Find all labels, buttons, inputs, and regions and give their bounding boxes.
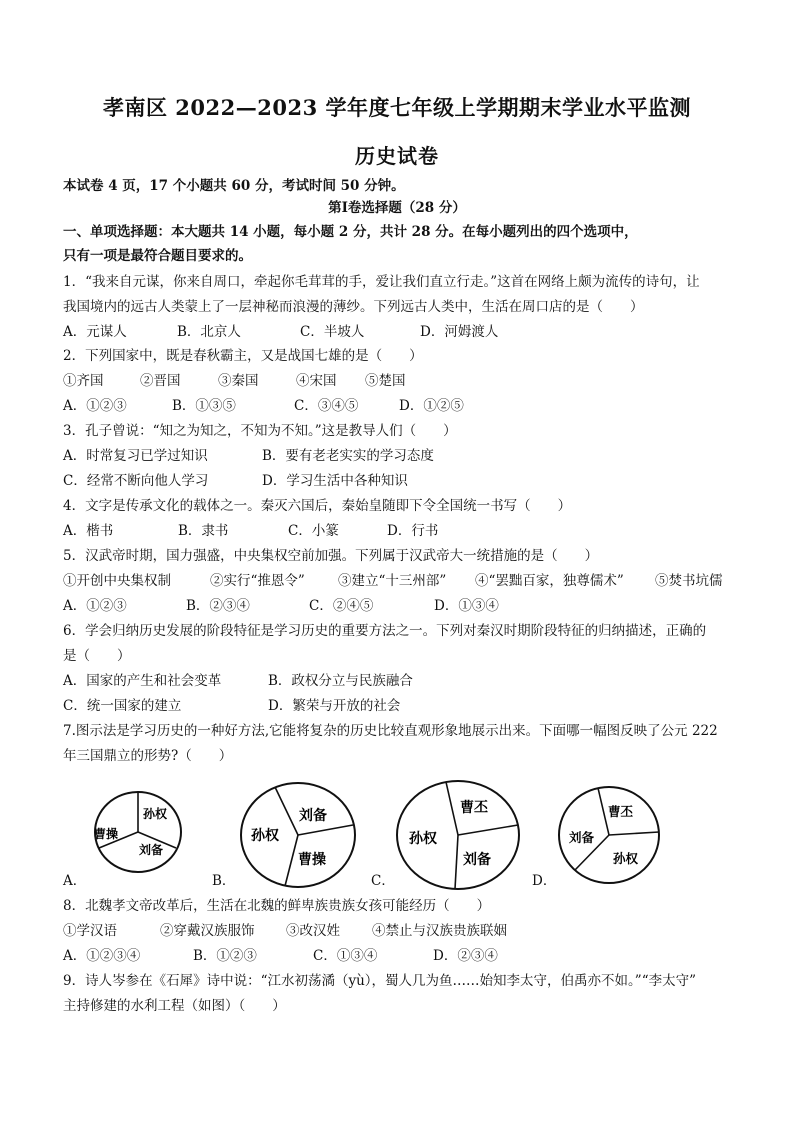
q8-option-c[interactable]: C．①③④: [313, 948, 378, 964]
q7-option-b[interactable]: B．: [212, 873, 236, 889]
q1-stem-1: 1．“我来自元谋，你来自周口，牵起你毛茸茸的手，爱让我们直立行走。”这首在网络上颇为流传的诗句，让: [63, 274, 700, 290]
pie-c-label: 刘备: [463, 852, 491, 868]
q5-item: ③建立“十三州部”: [338, 573, 447, 589]
q3-stem: 3．孔子曾说：“知之为知之，不知为不知。”这是教导人们（ ）: [63, 423, 457, 439]
q8-item: ①学汉语: [63, 923, 117, 939]
pie-diagram-b[interactable]: [241, 783, 355, 887]
q8-stem: 8．北魏孝文帝改革后，生活在北魏的鲜卑族贵族女孩可能经历（ ）: [63, 898, 491, 914]
pie-d-label: 孙权: [613, 851, 639, 866]
q4-stem: 4．文字是传承文化的载体之一。秦灭六国后，秦始皇随即下令全国统一书写（ ）: [63, 498, 572, 514]
q5-option-d[interactable]: D．①③④: [434, 598, 499, 614]
q1-option-d[interactable]: D．河姆渡人: [420, 324, 499, 340]
q8-item: ④禁止与汉族贵族联姻: [372, 923, 507, 939]
q1-option-b[interactable]: B．北京人: [177, 324, 241, 340]
q9-stem-2: 主持修建的水利工程（如图）（ ）: [63, 998, 286, 1014]
pie-a-label: 孙权: [143, 807, 168, 821]
q6-option-b[interactable]: B．政权分立与民族融合: [268, 673, 413, 689]
q5-option-b[interactable]: B．②③④: [186, 598, 250, 614]
pie-a-label: 刘备: [139, 843, 164, 857]
q1-option-c[interactable]: C．半坡人: [300, 324, 365, 340]
q7-option-c[interactable]: C．: [371, 873, 395, 889]
q2-item: ③秦国: [218, 373, 259, 389]
pie-d-label: 曹丕: [608, 804, 634, 819]
q1-stem-2: 我国境内的远古人类蒙上了一层神秘而浪漫的薄纱。下列远古人类中，生活在周口店的是（ ）: [63, 299, 644, 315]
q2-option-c[interactable]: C．③④⑤: [294, 398, 359, 414]
q7-option-a[interactable]: A．: [63, 873, 87, 889]
q6-stem-1: 6．学会归纳历史发展的阶段特征是学习历史的重要方法之一。下列对秦汉时期阶段特征的归纳描述，正确的: [63, 623, 707, 639]
q7-diagrams: [63, 780, 743, 890]
q4-option-c[interactable]: C．小篆: [288, 523, 339, 539]
q5-option-a[interactable]: A．①②③: [63, 598, 127, 614]
q2-option-a[interactable]: A．①②③: [63, 398, 127, 414]
exam-subtitle: 历史试卷: [355, 144, 439, 168]
pie-diagram-a[interactable]: [94, 792, 181, 872]
pie-b-label: 刘备: [299, 808, 327, 824]
q2-item: ②晋国: [140, 373, 181, 389]
pie-c-label: 曹丕: [460, 800, 488, 816]
q6-stem-2: 是（ ）: [63, 648, 131, 664]
q9-stem-1: 9．诗人岑参在《石犀》诗中说：“江水初荡潏（yù），蜀人几为鱼……始知李太守，伯禹亦不如。”“李太守”: [63, 973, 697, 989]
q2-stem: 2．下列国家中，既是春秋霸主，又是战国七雄的是（ ）: [63, 348, 423, 364]
q2-option-d[interactable]: D．①②⑤: [399, 398, 464, 414]
q3-option-b[interactable]: B．要有老老实实的学习态度: [262, 448, 434, 464]
q5-option-c[interactable]: C．②④⑤: [309, 598, 374, 614]
q3-option-c[interactable]: C．经常不断向他人学习: [63, 473, 209, 489]
q5-item: ①开创中央集权制: [63, 573, 171, 589]
pie-c-label: 孙权: [409, 831, 437, 847]
q6-option-d[interactable]: D．繁荣与开放的社会: [268, 698, 401, 714]
exam-title: 孝南区 2022—2023 学年度七年级上学期期末学业水平监测: [102, 95, 691, 120]
q5-item: ⑤焚书坑儒: [655, 573, 723, 589]
pie-b-label: 曹操: [298, 852, 326, 868]
q6-option-a[interactable]: A．国家的产生和社会变革: [63, 673, 222, 689]
q8-item: ②穿戴汉族服饰: [160, 923, 255, 939]
pie-diagram-c[interactable]: [397, 781, 519, 889]
q3-option-a[interactable]: A．时常复习已学过知识: [63, 448, 208, 464]
q5-stem: 5．汉武帝时期，国力强盛，中央集权空前加强。下列属于汉武帝大一统措施的是（ ）: [63, 548, 599, 564]
q8-item: ③改汉姓: [286, 923, 340, 939]
q8-option-b[interactable]: B．①②③: [193, 948, 257, 964]
pie-diagram-d[interactable]: [559, 787, 659, 883]
q2-item: ④宋国: [296, 373, 337, 389]
q2-item: ①齐国: [63, 373, 104, 389]
q7-stem-2: 年三国鼎立的形势?（ ）: [63, 748, 233, 764]
q2-item: ⑤楚国: [365, 373, 406, 389]
pie-d-label: 刘备: [569, 830, 595, 845]
q5-item: ④“罢黜百家，独尊儒术”: [475, 573, 624, 589]
q4-option-a[interactable]: A．楷书: [63, 523, 114, 539]
q6-option-c[interactable]: C．统一国家的建立: [63, 698, 182, 714]
part-heading: 第Ⅰ卷选择题（28 分）: [328, 200, 466, 216]
q8-option-d[interactable]: D．②③④: [433, 948, 498, 964]
q2-option-b[interactable]: B．①③⑤: [172, 398, 236, 414]
q4-option-d[interactable]: D．行书: [387, 523, 439, 539]
pie-a-label: 曹操: [94, 827, 119, 841]
q1-option-a[interactable]: A．元谋人: [63, 324, 127, 340]
section-instructions-1: 一、单项选择题：本大题共 14 小题，每小题 2 分，共计 28 分。在每小题列出的四个选项中，: [63, 224, 638, 240]
q4-option-b[interactable]: B．隶书: [178, 523, 229, 539]
q3-option-d[interactable]: D．学习生活中各种知识: [262, 473, 408, 489]
q7-option-d[interactable]: D．: [532, 873, 557, 889]
pie-b-label: 孙权: [251, 828, 279, 844]
q5-item: ②实行“推恩令”: [210, 573, 305, 589]
q7-stem-1: 7.图示法是学习历史的一种好方法,它能将复杂的历史比较直观形象地展示出来。下面哪一幅图反映了公元 222: [63, 723, 718, 739]
section-instructions-2: 只有一项是最符合题目要求的。: [63, 248, 252, 264]
q8-option-a[interactable]: A．①②③④: [63, 948, 141, 964]
exam-intro: 本试卷 4 页，17 个小题共 60 分，考试时间 50 分钟。: [63, 178, 405, 194]
